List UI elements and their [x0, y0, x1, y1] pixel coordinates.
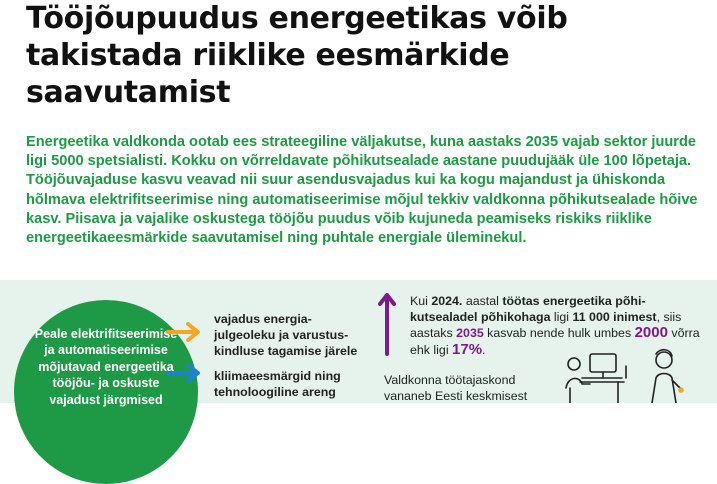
arrow-right-orange-icon	[166, 322, 206, 342]
stat-text: võrra ehk ligi	[410, 326, 700, 357]
stat-percent: 17%	[452, 340, 483, 358]
arrow-up-purple-icon	[378, 292, 396, 356]
circle-text: Peale elektrifitseerimise ja automatiseerimise mõjutavad energeetika tööjõu- ja oskuste vajadust järgmised	[34, 327, 178, 407]
article-title: Tööjõupuudus energeetikas võib takistada riiklike eesmärkide saavutamist	[26, 1, 568, 110]
aging-text: Valdkonna töötajaskond vananeb Eesti keskmisest	[384, 373, 528, 403]
stat-year-2035: 2035	[456, 326, 484, 341]
stat-text: .	[482, 342, 486, 357]
factor-item-energy-security: vajadus energia-julgeoleku ja varustus-kindluse tagamise järele	[214, 312, 358, 358]
arrow-right-blue-icon	[166, 363, 206, 383]
stat-text: Kui	[410, 294, 432, 308]
stat-text: , siis aastaks	[410, 309, 682, 341]
person-icon	[652, 350, 683, 403]
stat-text: kasvab nende hulk umbes	[483, 326, 635, 341]
stat-workers: 11 000 inimest	[572, 309, 657, 324]
worker-at-computer-icon	[560, 348, 710, 403]
stat-growth: 2000	[634, 324, 668, 342]
stat-year-2024: 2024.	[431, 294, 463, 308]
factor-item-climate-goals: kliimaeesmärgid ning tehnoloogiline areng	[214, 369, 341, 399]
stat-text: ligi	[550, 309, 573, 324]
stat-text: aastal	[462, 294, 503, 308]
article-lead: Energeetika valdkonda ootab ees strateegiline väljakutse, kuna aastaks 2035 vajab sektor juurde ligi 5000 spetsialisti. Kokku on võrreldavate põhikutsealade aastane puudujääk üle 100 lõpetaja. Tööjõuvajaduse kasvu veavad nii suur asendusvajadus kui ka kogu majandust ja ühiskonda hõlmava elektrifitseerimise ning automatiseerimise mõjul tekkiv valdkonna põhikutsealade hõive kasv. Piisava ja vajalike oskustega tööjõu puudus võib kujuneda peamiseks riskiks riiklike energeetikaeesmärkide saavutamisel ning puhtale energiale üleminekul.	[26, 134, 698, 247]
stat-highlight: töötas energeetika põhi-kutsealadel põhikohaga	[410, 294, 646, 324]
